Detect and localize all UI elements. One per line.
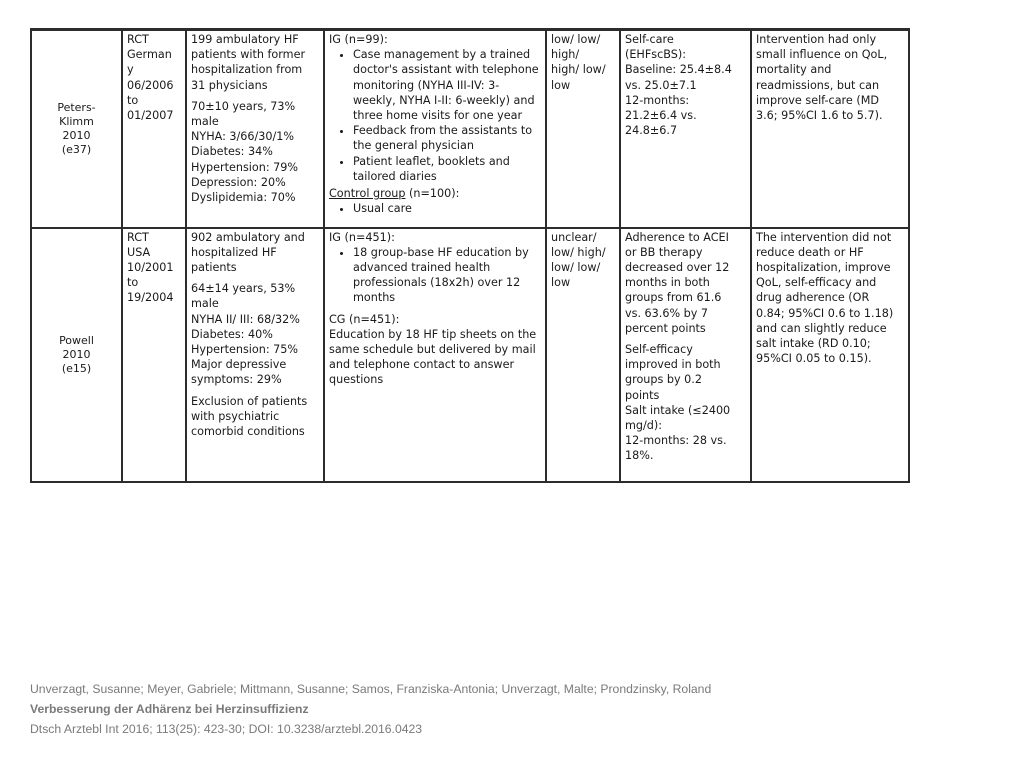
bias-line: low [551,78,571,92]
author-line: Peters- [57,100,96,114]
table-row [31,30,909,228]
population-line: 64±14 years, 53% [191,282,296,296]
bias-line: low [551,276,571,290]
population-line: patients [191,260,237,274]
outcome-line: vs. 25.0±7.1 [625,78,697,92]
bias-line: low/ high/ [551,245,606,259]
population-line: Exclusion of patients [191,394,308,408]
conclusion-line: salt intake (RD 0.10; [756,336,871,350]
author-line: 2010 [62,347,91,361]
conclusion-line: and can slightly reduce [756,321,887,335]
cg-header: Control group [329,187,406,201]
conclusion-line: drug adherence (OR [756,291,870,305]
footer-authors: Unverzagt, Susanne; Meyer, Gabriele; Mittmann, Susanne; Samos, Franziska-Antonia; Unverzagt, Malte; Prondzinsky, Roland [30,682,712,696]
conclusion-line: 0.84; 95%CI 0.6 to 1.18) [756,306,894,320]
population-line: patients with former [191,48,306,62]
population-line: NYHA: 3/66/30/1% [191,130,295,144]
outcome-line: Adherence to ACEI [625,230,729,244]
intervention-cell [324,228,546,482]
outcome-line: groups from 61.6 [625,291,722,305]
conclusion-line: small influence on QoL, [756,48,888,62]
conclusion-cell [751,228,909,482]
population-line: Diabetes: 34% [191,145,273,159]
population-line: hospitalized HF [191,245,277,259]
outcome-line: Self-efficacy [625,342,693,356]
outcome-line: or BB therapy [625,245,703,259]
outcome-line: points [625,388,660,402]
outcome-line: 12-months: 28 vs. [625,434,727,448]
ig-header: IG (n=451): [329,230,395,244]
population-cell [186,30,324,228]
bias-line: low/ low/ [551,33,601,46]
outcome-line: 21.2±6.4 vs. [625,109,697,123]
outcome-line: Salt intake (≤2400 [625,403,731,417]
population-cell [186,228,324,482]
population-line: Diabetes: 40% [191,327,273,341]
population-line: symptoms: 29% [191,373,282,387]
author-line: (e15) [61,361,92,375]
outcome-line: Self-care [625,33,674,46]
design-line: USA [127,245,151,259]
outcome-line: improved in both [625,358,721,372]
population-line: Hypertension: 75% [191,342,299,356]
design-line: RCT [127,33,149,46]
population-line: Dyslipidemia: 70% [191,191,296,205]
outcome-line: vs. 63.6% by 7 [625,306,709,320]
outcome-line: Baseline: 25.4±8.4 [625,63,732,77]
conclusion-line: The intervention did not [756,230,892,244]
outcome-line: decreased over 12 [625,260,730,274]
design-cell [122,228,186,482]
outcome-line: (EHFscBS): [625,48,686,62]
outcome-line: mg/d): [625,418,663,432]
conclusion-line: mortality and [756,63,832,77]
population-line: Hypertension: 79% [191,160,299,174]
conclusion-line: QoL, self-efficacy and [756,276,877,290]
population-line: male [191,297,219,311]
outcome-cell [620,228,751,482]
footer-citation: Dtsch Arztebl Int 2016; 113(25): 423-30; DOI: 10.3238/arztebl.2016.0423 [30,722,423,736]
population-line: with psychiatric [191,409,280,423]
ig-list [329,245,541,306]
population-line: comorbid conditions [191,424,305,438]
bias-cell [546,228,620,482]
design-line: to [127,93,139,107]
bias-line: unclear/ [551,230,597,244]
population-line: Depression: 20% [191,175,286,189]
intervention-cell [324,30,546,228]
bias-line: low/ low/ [551,260,601,274]
cg-list [329,201,541,216]
population-line: male [191,115,219,129]
outcome-line: 12-months: [625,93,690,107]
cg-header-row [329,186,541,201]
citation-footer [30,679,711,739]
population-line: 902 ambulatory and [191,230,305,244]
outcome-line: percent points [625,321,706,335]
population-line: NYHA II/ III: 68/32% [191,312,300,326]
bias-line: high/ low/ [551,63,606,77]
list-item: • Usual care [353,201,541,216]
design-line: German [127,48,172,62]
conclusion-line: 3.6; 95%CI 1.6 to 5.7). [756,109,883,123]
bias-line: high/ [551,48,580,62]
population-line: 70±10 years, 73% [191,99,296,113]
list-item: • Patient leaflet, booklets and tailored diaries [353,154,541,184]
author-cell [31,30,122,228]
conclusion-line: reduce death or HF [756,245,864,259]
list-item: • Case management by a trained doctor's assistant with telephone monitoring (NYHA III-IV: 3-weekly, NYHA I-II: 6-weekly) and three home visits for one year [353,47,541,123]
outcome-line: months in both [625,276,710,290]
population-line: 199 ambulatory HF [191,33,299,46]
design-line: y [127,63,134,77]
list-item: • Feedback from the assistants to the general physician [353,123,541,153]
footer-title: Verbesserung der Adhärenz bei Herzinsuffizienz [30,702,309,716]
design-line: 19/2004 [127,291,174,305]
list-item: • 18 group-base HF education by advanced trained health professionals (18x2h) over 12 months [353,245,541,306]
author-line: Klimm [59,114,94,128]
author-line: Powell [59,333,94,347]
design-cell [122,30,186,228]
study-table [30,28,910,483]
population-line: 31 physicians [191,78,268,92]
cg-header-suffix: (n=100): [405,187,460,201]
outcome-line: 18%. [625,449,654,463]
author-cell [31,228,122,482]
design-line: 01/2007 [127,109,174,123]
table-row [31,228,909,482]
conclusion-line: readmissions, but can [756,78,880,92]
bias-cell [546,30,620,228]
conclusion-line: 95%CI 0.05 to 0.15). [756,352,872,366]
author-line: 2010 [62,128,91,142]
cg-header: CG (n=451): [329,312,400,326]
outcome-line: groups by 0.2 [625,373,702,387]
conclusion-line: Intervention had only [756,33,877,46]
design-line: 10/2001 [127,260,174,274]
conclusion-line: improve self-care (MD [756,93,879,107]
conclusion-cell [751,30,909,228]
ig-list [329,47,541,184]
conclusion-line: hospitalization, improve [756,260,891,274]
ig-header: IG (n=99): [329,33,388,46]
cg-text: Education by 18 HF tip sheets on the same schedule but delivered by mail and telephone contact to answer questions [329,327,537,387]
outcome-cell [620,30,751,228]
design-line: RCT [127,230,149,244]
author-line: (e37) [61,142,92,156]
design-line: 06/2006 [127,78,174,92]
population-line: hospitalization from [191,63,303,77]
design-line: to [127,276,139,290]
outcome-line: 24.8±6.7 [625,124,678,138]
population-line: Major depressive [191,358,287,372]
